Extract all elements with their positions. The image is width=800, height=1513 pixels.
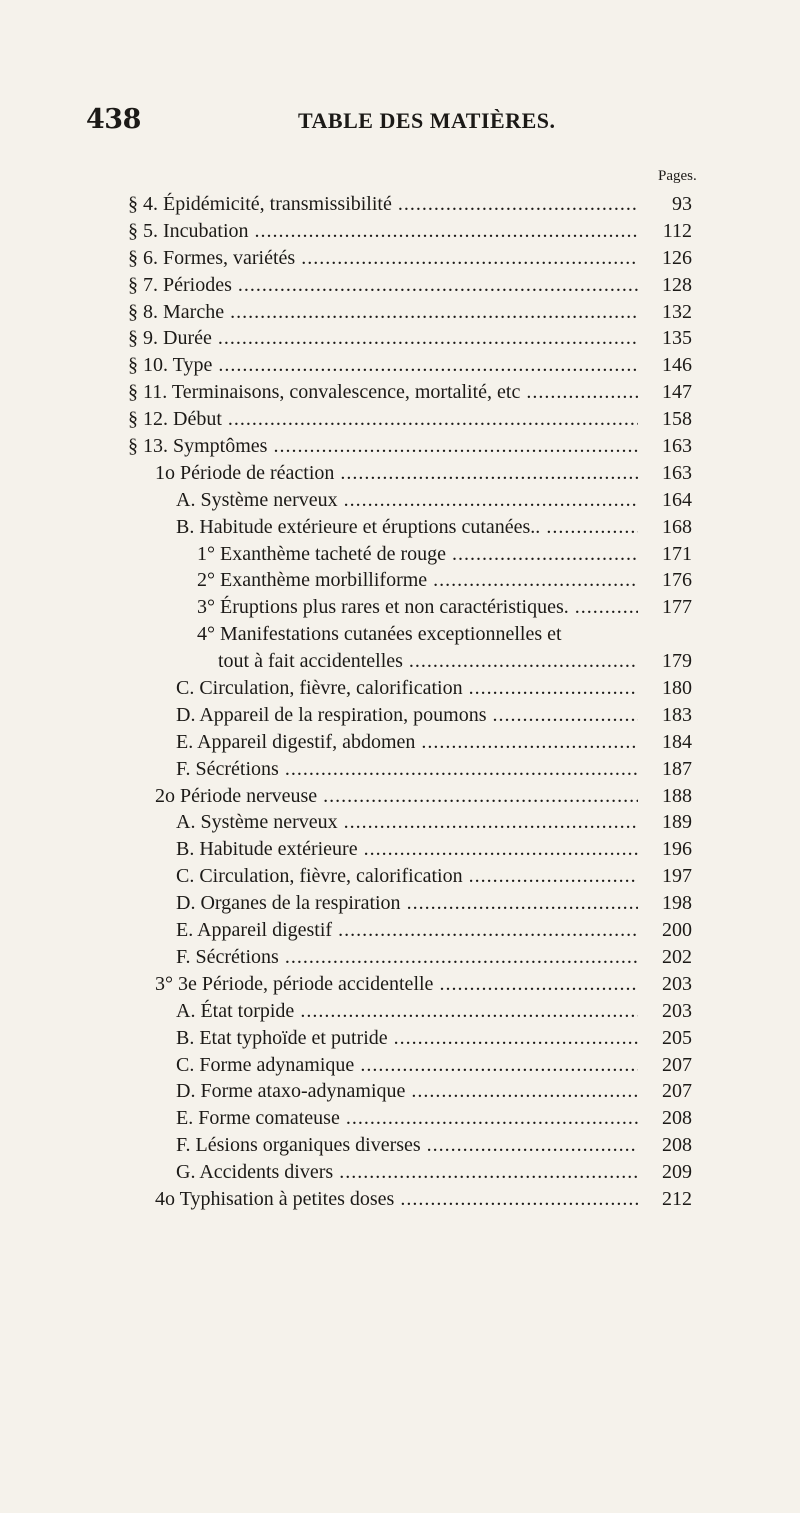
toc-entry <box>0 756 800 783</box>
toc-entry-title: A. État torpide ..... <box>176 998 638 1024</box>
toc-entry-page: 189 <box>640 809 692 835</box>
page-header <box>0 104 800 144</box>
toc-entry-page: 202 <box>640 944 692 970</box>
toc-entry-page: 158 <box>640 406 692 432</box>
toc-entry <box>0 971 800 998</box>
toc-entry <box>0 702 800 729</box>
toc-entry-title: E. Appareil digestif, abdomen ..... <box>176 729 638 755</box>
toc-entry <box>0 1105 800 1132</box>
toc-entry <box>0 1132 800 1159</box>
toc-entry <box>0 783 800 810</box>
toc-entry <box>0 729 800 756</box>
toc-entry-title: § 12. Début ..... <box>128 406 638 432</box>
toc-entry <box>0 460 800 487</box>
toc-entry-title: § 4. Épidémicité, transmissibilité ..... <box>128 191 638 217</box>
toc-entry <box>0 998 800 1025</box>
toc-entry-page: 126 <box>640 245 692 271</box>
toc-entry <box>0 541 800 568</box>
toc-entry <box>0 567 800 594</box>
toc-entry-title: B. Habitude extérieure et éruptions cutanées.. ..... <box>176 514 638 540</box>
table-of-contents <box>0 191 800 1213</box>
toc-entry-page: 147 <box>640 379 692 405</box>
toc-entry-page: 180 <box>640 675 692 701</box>
toc-entry <box>0 944 800 971</box>
toc-entry <box>0 433 800 460</box>
toc-entry-page: 207 <box>640 1052 692 1078</box>
toc-entry <box>0 325 800 352</box>
toc-entry-page: 198 <box>640 890 692 916</box>
toc-entry-page: 163 <box>640 460 692 486</box>
toc-entry-title: F. Sécrétions ..... <box>176 756 638 782</box>
toc-entry-title: C. Circulation, fièvre, calorification ..... <box>176 863 638 889</box>
toc-entry-title: E. Forme comateuse ..... <box>176 1105 638 1131</box>
toc-entry-page: 112 <box>640 218 692 244</box>
toc-entry-title: § 5. Incubation ..... <box>128 218 638 244</box>
toc-entry-title: 2° Exanthème morbilliforme ..... <box>197 567 638 593</box>
toc-entry-title: § 11. Terminaisons, convalescence, mortalité, etc ..... <box>128 379 638 405</box>
toc-entry-page: 163 <box>640 433 692 459</box>
toc-entry <box>0 809 800 836</box>
toc-entry-page: 93 <box>640 191 692 217</box>
toc-entry <box>0 352 800 379</box>
toc-entry-title: B. Habitude extérieure ..... <box>176 836 638 862</box>
toc-entry-title: F. Sécrétions ..... <box>176 944 638 970</box>
toc-entry-page: 197 <box>640 863 692 889</box>
toc-entry-title: 2o Période nerveuse ..... <box>155 783 638 809</box>
toc-entry-title: D. Forme ataxo-adynamique ..... <box>176 1078 638 1104</box>
toc-entry-page: 205 <box>640 1025 692 1051</box>
toc-entry-title: F. Lésions organiques diverses ..... <box>176 1132 638 1158</box>
toc-entry <box>0 621 800 648</box>
toc-entry <box>0 890 800 917</box>
toc-entry <box>0 1186 800 1213</box>
toc-entry-title: G. Accidents divers ..... <box>176 1159 638 1185</box>
toc-entry-page: 187 <box>640 756 692 782</box>
toc-entry-page: 208 <box>640 1105 692 1131</box>
toc-entry-page: 168 <box>640 514 692 540</box>
toc-entry-title: 3° 3e Période, période accidentelle ..... <box>155 971 638 997</box>
toc-entry-title: D. Organes de la respiration ..... <box>176 890 638 916</box>
toc-entry-title: E. Appareil digestif ..... <box>176 917 638 943</box>
toc-entry-title: § 9. Durée ..... <box>128 325 638 351</box>
running-title: TABLE DES MATIÈRES. <box>298 108 556 133</box>
toc-entry-page: 203 <box>640 998 692 1024</box>
toc-entry-title: A. Système nerveux ..... <box>176 487 638 513</box>
toc-entry <box>0 836 800 863</box>
toc-entry-title: § 7. Périodes ..... <box>128 272 638 298</box>
toc-entry <box>0 594 800 621</box>
toc-entry <box>0 648 800 675</box>
toc-entry-title: 1o Période de réaction ..... <box>155 460 638 486</box>
toc-entry-page: 196 <box>640 836 692 862</box>
toc-entry-page: 200 <box>640 917 692 943</box>
toc-entry-title: 4° Manifestations cutanées exceptionnelles et <box>197 623 562 646</box>
toc-entry-page: 183 <box>640 702 692 728</box>
toc-entry-title: § 10. Type ..... <box>128 352 638 378</box>
toc-entry-title: 4o Typhisation à petites doses ..... <box>155 1186 638 1212</box>
toc-entry-page: 171 <box>640 541 692 567</box>
toc-entry-page: 188 <box>640 783 692 809</box>
toc-entry-title: § 8. Marche ..... <box>128 299 638 325</box>
toc-entry-page: 184 <box>640 729 692 755</box>
toc-entry <box>0 1052 800 1079</box>
toc-entry-title: 3° Éruptions plus rares et non caractéristiques. ..... <box>197 594 638 620</box>
toc-entry-page: 146 <box>640 352 692 378</box>
toc-entry <box>0 917 800 944</box>
toc-entry <box>0 379 800 406</box>
toc-entry <box>0 299 800 326</box>
toc-entry-title: tout à fait accidentelles ..... <box>218 648 638 674</box>
toc-entry <box>0 863 800 890</box>
toc-entry-title: § 6. Formes, variétés ..... <box>128 245 638 271</box>
toc-entry <box>0 487 800 514</box>
toc-entry <box>0 1078 800 1105</box>
toc-entry <box>0 218 800 245</box>
toc-entry <box>0 675 800 702</box>
toc-entry-title: A. Système nerveux ..... <box>176 809 638 835</box>
page-number: 438 <box>86 104 141 135</box>
toc-entry-page: 207 <box>640 1078 692 1104</box>
toc-entry-page: 203 <box>640 971 692 997</box>
toc-entry-page: 164 <box>640 487 692 513</box>
toc-entry-page: 176 <box>640 567 692 593</box>
toc-entry <box>0 1159 800 1186</box>
pages-column-label: Pages. <box>658 168 697 184</box>
toc-entry-title: C. Circulation, fièvre, calorification ..... <box>176 675 638 701</box>
toc-entry-page: 128 <box>640 272 692 298</box>
toc-entry-page: 177 <box>640 594 692 620</box>
toc-entry-title: D. Appareil de la respiration, poumons ..... <box>176 702 638 728</box>
toc-entry-page: 209 <box>640 1159 692 1185</box>
toc-entry-page: 135 <box>640 325 692 351</box>
toc-entry-title: B. Etat typhoïde et putride ..... <box>176 1025 638 1051</box>
toc-entry-title: 1° Exanthème tacheté de rouge ..... <box>197 541 638 567</box>
toc-entry-page: 212 <box>640 1186 692 1212</box>
toc-entry-page: 208 <box>640 1132 692 1158</box>
toc-entry <box>0 191 800 218</box>
toc-entry-title: § 13. Symptômes ..... <box>128 433 638 459</box>
toc-entry <box>0 514 800 541</box>
toc-entry <box>0 272 800 299</box>
toc-entry <box>0 1025 800 1052</box>
toc-entry-page: 132 <box>640 299 692 325</box>
toc-entry <box>0 245 800 272</box>
toc-entry-title: C. Forme adynamique ..... <box>176 1052 638 1078</box>
toc-entry <box>0 406 800 433</box>
toc-entry-page: 179 <box>640 648 692 674</box>
